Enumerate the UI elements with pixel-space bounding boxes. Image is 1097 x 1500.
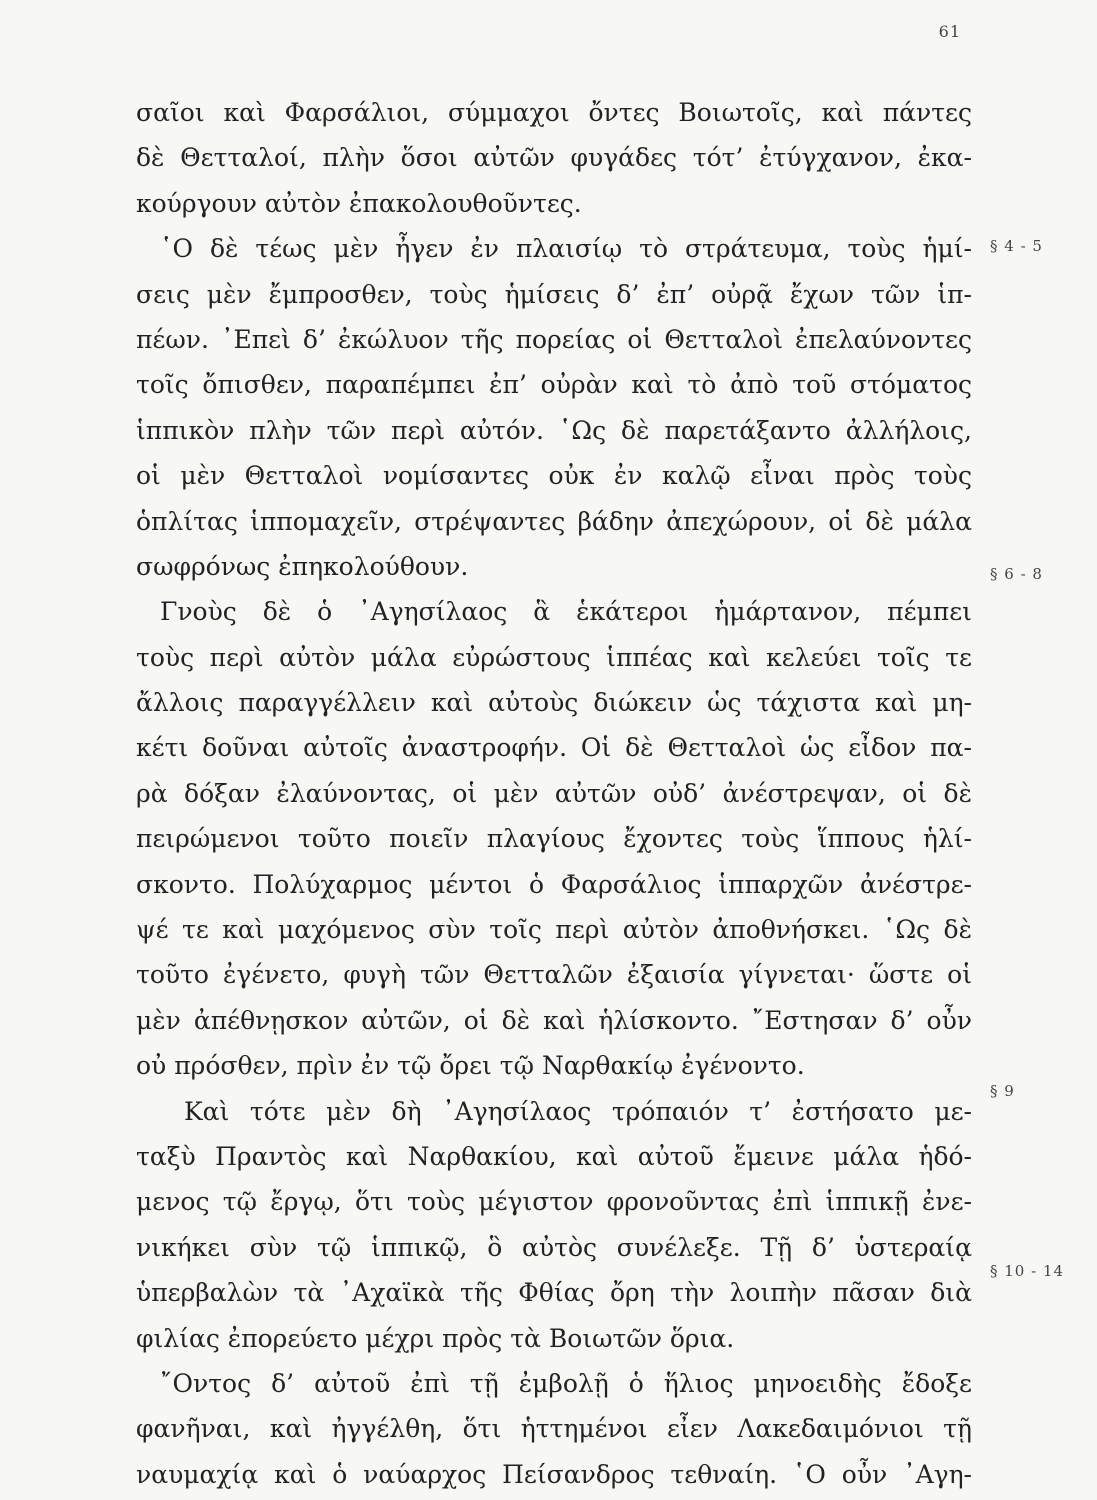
text-line: ὑπερβαλὼν τὰ ᾿Αχαϊκὰ τῆς Φθίας ὄρη τὴν λοιπὴν πᾶσαν διὰ	[136, 1278, 972, 1308]
text-line: τοὺς περὶ αὐτὸν μάλα εὐρώστους ἱππέας καὶ κελεύει τοῖς τε	[136, 642, 972, 672]
text-line: μενος τῷ ἔργῳ, ὅτι τοὺς μέγιστον φρονοῦντας ἐπὶ ἱππικῇ ἐνε-	[136, 1187, 972, 1217]
paragraph-start-line: ῎Οντος δ’ αὐτοῦ ἐπὶ τῇ ἐμβολῇ ὁ ἥλιος μηνοειδὴς ἔδοξε	[160, 1368, 972, 1398]
text-line: ταξὺ Πραντὸς καὶ Ναρθακίου, καὶ αὐτοῦ ἔμεινε μάλα ἡδό-	[136, 1141, 972, 1171]
text-line: οἱ μὲν Θετταλοὶ νομίσαντες οὐκ ἐν καλῷ εἶναι πρὸς τοὺς	[136, 461, 972, 491]
text-body	[136, 90, 972, 1497]
paragraph-start-line: Γνοὺς δὲ ὁ ᾿Αγησίλαος ἃ ἑκάτεροι ἡμάρτανον, πέμπει	[160, 597, 972, 627]
text-line: σεις μὲν ἔμπροσθεν, τοὺς ἡμίσεις δ’ ἐπ’ οὐρᾷ ἔχων τῶν ἱπ-	[136, 279, 972, 309]
text-line: σωφρόνως ἐπηκολούθουν.	[136, 551, 469, 581]
text-line: κέτι δοῦναι αὐτοῖς ἀναστροφήν. Οἱ δὲ Θετταλοὶ ὡς εἶδον πα-	[136, 733, 972, 763]
paragraph-start-line: Καὶ τότε μὲν δὴ ᾿Αγησίλαος τρόπαιόν τ’ ἐστήσατο με-	[184, 1096, 972, 1126]
text-line: ναυμαχίᾳ καὶ ὁ ναύαρχος Πείσανδρος τεθναίη. ῾Ο οὖν ᾿Αγη-	[136, 1459, 972, 1489]
text-line: μὲν ἀπέθνῃσκον αὐτῶν, οἱ δὲ καὶ ἡλίσκοντο. ῎Εστησαν δ’ οὖν	[136, 1005, 972, 1035]
page-number: 61	[938, 22, 961, 41]
section-marker: § 10 - 14	[990, 1262, 1065, 1280]
text-line: πειρώμενοι τοῦτο ποιεῖν πλαγίους ἔχοντες τοὺς ἵππους ἡλί-	[136, 824, 972, 854]
text-line: ἱππικὸν πλὴν τῶν περὶ αὐτόν. ῾Ως δὲ παρετάξαντο ἀλλήλοις,	[136, 415, 972, 445]
text-line: νικήκει σὺν τῷ ἱππικῷ, ὃ αὐτὸς συνέλεξε. Τῇ δ’ ὑστεραίᾳ	[136, 1232, 972, 1262]
section-marker: § 9	[990, 1082, 1015, 1100]
text-line: ρὰ δόξαν ἐλαύνοντας, οἱ μὲν αὐτῶν οὐδ’ ἀνέστρεψαν, οἱ δὲ	[136, 778, 972, 808]
section-marker: § 4 - 5	[990, 237, 1043, 255]
section-marker: § 6 - 8	[990, 565, 1043, 583]
text-line: φιλίας ἐπορεύετο μέχρι πρὸς τὰ Βοιωτῶν ὅρια.	[136, 1323, 735, 1353]
text-line: τοῖς ὄπισθεν, παραπέμπει ἐπ’ οὐρὰν καὶ τὸ ἀπὸ τοῦ στόματος	[136, 370, 972, 400]
text-line: δὲ Θετταλοί, πλὴν ὅσοι αὐτῶν φυγάδες τότ’ ἐτύγχανον, ἐκα-	[136, 143, 972, 173]
text-line: σκοντο. Πολύχαρμος μέντοι ὁ Φαρσάλιος ἱππαρχῶν ἀνέστρε-	[136, 869, 972, 899]
text-line: τοῦτο ἐγένετο, φυγὴ τῶν Θετταλῶν ἐξαισία γίγνεται· ὥστε οἱ	[136, 960, 972, 990]
text-line: ἄλλοις παραγγέλλειν καὶ αὐτοὺς διώκειν ὡς τάχιστα καὶ μη-	[136, 688, 972, 718]
text-line: σαῖοι καὶ Φαρσάλιοι, σύμμαχοι ὄντες Βοιωτοῖς, καὶ πάντες	[136, 98, 972, 127]
text-line: οὐ πρόσθεν, πρὶν ἐν τῷ ὄρει τῷ Ναρθακίῳ ἐγένοντο.	[136, 1051, 805, 1081]
text-line: κούργουν αὐτὸν ἐπακολουθοῦντες.	[136, 188, 582, 218]
text-line: ὁπλίτας ἱππομαχεῖν, στρέψαντες βάδην ἀπεχώρουν, οἱ δὲ μάλα	[136, 506, 972, 536]
text-line: πέων. ᾿Επεὶ δ’ ἐκώλυον τῆς πορείας οἱ Θετταλοὶ ἐπελαύνοντες	[136, 324, 972, 354]
text-line: φανῆναι, καὶ ἠγγέλθη, ὅτι ἡττημένοι εἶεν Λακεδαιμόνιοι τῇ	[136, 1414, 972, 1444]
paragraph-start-line: ῾Ο δὲ τέως μὲν ἦγεν ἐν πλαισίῳ τὸ στράτευμα, τοὺς ἡμί-	[160, 234, 972, 264]
text-line: ψέ τε καὶ μαχόμενος σὺν τοῖς περὶ αὐτὸν ἀποθνήσκει. ῾Ως δὲ	[136, 915, 972, 945]
